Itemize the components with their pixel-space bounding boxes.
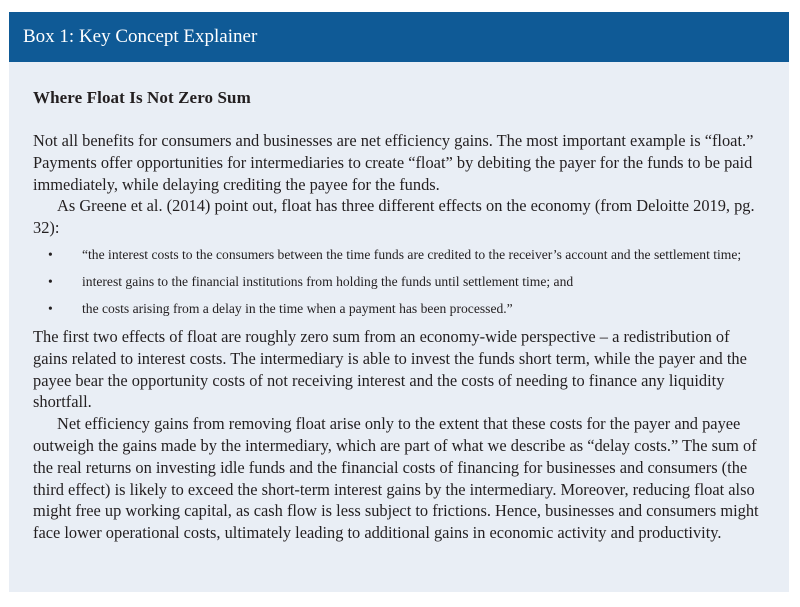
list-item [33, 245, 763, 265]
effects-list [33, 245, 763, 319]
list-item [33, 272, 763, 292]
bullet-icon: • [48, 273, 53, 289]
list-item [33, 299, 763, 319]
list-item-text: the costs arising from a delay in the time when a payment has been processed.” [82, 300, 513, 316]
paragraph-4: Net efficiency gains from removing float arise only to the extent that these costs for the payer and payee outweigh the gains made by the intermediary, which are part of what we describe as “delay costs.” The sum of the real returns on investing idle funds and the financial costs of financing for businesses and consumers (the third effect) is likely to exceed the short-term interest gains by the intermediary. Moreover, reducing float also might free up working capital, as cash flow is less subject to frictions. Hence, businesses and consumers might face lower operational costs, ultimately leading to additional gains in economic activity and productivity. [33, 414, 759, 543]
paragraph-1: Not all benefits for consumers and businesses are net efficiency gains. The most important example is “float.” Payments offer opportunities for intermediaries to create “float” by debiting the payer for the funds to be paid immediately, while delaying crediting the payee for the funds. [33, 131, 754, 194]
list-item-text: “the interest costs to the consumers between the time funds are credited to the receiver’s account and the settlement time; [82, 246, 742, 262]
box-title: Where Float Is Not Zero Sum [33, 88, 251, 107]
box-content [9, 62, 789, 544]
explainer-box [9, 12, 789, 592]
bullet-icon: • [48, 246, 53, 262]
paragraph-2: As Greene et al. (2014) point out, float has three different effects on the economy (from Deloitte 2019, pg. 32): [33, 196, 755, 238]
list-item-text: interest gains to the financial institutions from holding the funds until settlement time; and [82, 273, 574, 289]
paragraph-3: The first two effects of float are roughly zero sum from an economy-wide perspective – a redistribution of gains related to interest costs. The intermediary is able to invest the funds short term, while the payer and the payee bear the opportunity costs of not receiving interest and the costs of needing to finance any liquidity shortfall. [33, 326, 747, 412]
box-header: Box 1: Key Concept Explainer [9, 12, 789, 62]
bullet-icon: • [48, 300, 53, 316]
